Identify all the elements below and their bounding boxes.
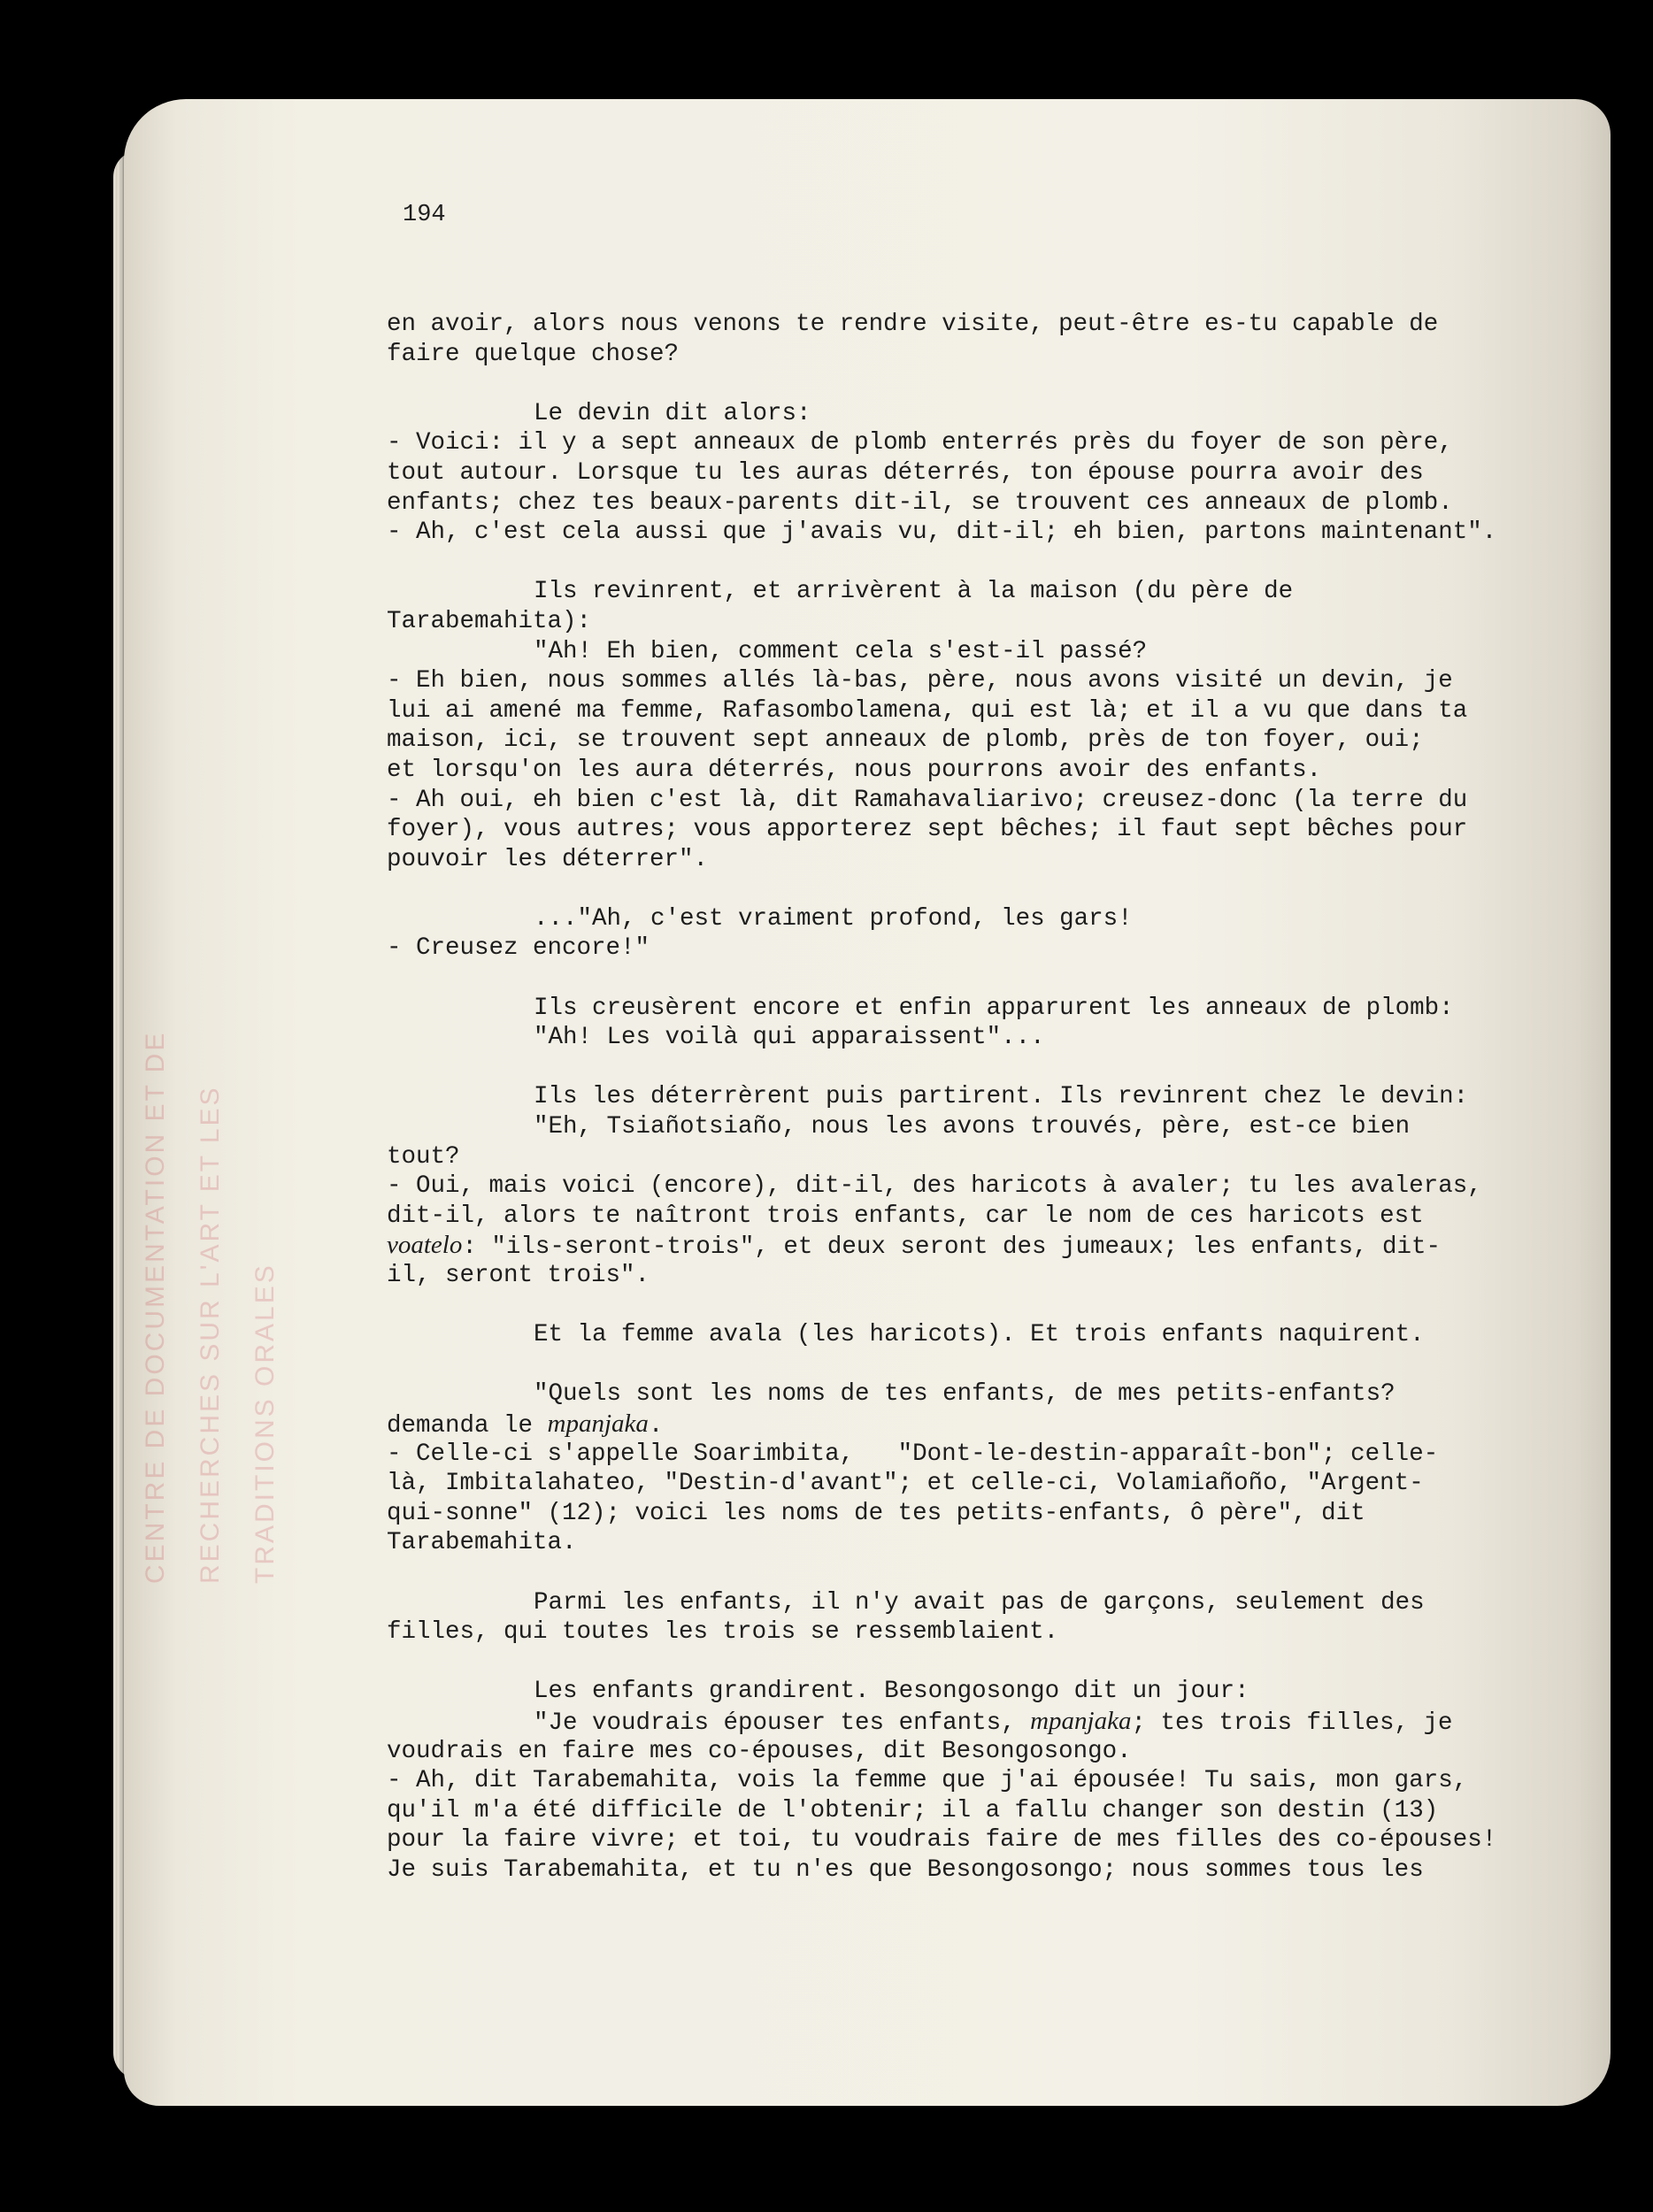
line-text: - Creusez encore!" bbox=[387, 934, 650, 963]
line-text: - Eh bien, nous sommes allés là-bas, père, nous avons visité un devin, je bbox=[387, 667, 1453, 695]
line-text: Ils les déterrèrent puis partirent. Ils revinrent chez le devin: bbox=[534, 1083, 1469, 1111]
line-text: Ils creusèrent encore et enfin apparurent les anneaux de plomb: bbox=[534, 994, 1454, 1022]
line-text: tout? bbox=[387, 1142, 460, 1171]
line-text: il, seront trois". bbox=[387, 1262, 650, 1289]
text-line bbox=[387, 1766, 1564, 1796]
italic-term: mpanjaka bbox=[547, 1409, 649, 1438]
line-text: filles, qui toutes les trois se ressemblaient. bbox=[387, 1618, 1059, 1647]
text-line bbox=[387, 399, 1564, 429]
line-text: "Ah! Eh bien, comment cela s'est-il passé? bbox=[534, 637, 1148, 665]
text-line bbox=[387, 815, 1564, 845]
text-line bbox=[387, 1617, 1564, 1647]
text-line bbox=[387, 340, 1564, 370]
line-text: dit-il, alors te naîtront trois enfants, car le nom de ces haricots est bbox=[387, 1202, 1424, 1230]
line-text: qui-sonne" (12); voici les noms de tes petits-enfants, ô père", dit bbox=[387, 1499, 1365, 1527]
paragraph-gap bbox=[387, 1647, 1564, 1678]
text-line bbox=[387, 1320, 1564, 1350]
line-text: là, Imbitalahateo, "Destin-d'avant"; et celle-ci, Volamiañoño, "Argent- bbox=[387, 1470, 1424, 1498]
line-text: Tarabemahita. bbox=[387, 1529, 577, 1557]
line-text: - Oui, mais voici (encore), dit-il, des haricots à avaler; tu les avaleras, bbox=[387, 1172, 1482, 1201]
line-text: en avoir, alors nous venons te rendre visite, peut-être es-tu capable de bbox=[387, 311, 1439, 338]
text-line bbox=[387, 1469, 1564, 1499]
text-line bbox=[387, 637, 1564, 667]
text-line bbox=[387, 607, 1564, 637]
text-line bbox=[387, 1677, 1564, 1707]
stamp-line: RECHERCHES SUR L'ART ET LES bbox=[196, 1085, 225, 1584]
paragraph-gap bbox=[387, 1558, 1564, 1588]
text-line bbox=[387, 488, 1564, 518]
text-line bbox=[387, 994, 1564, 1024]
text-line bbox=[387, 726, 1564, 756]
text-line bbox=[387, 1142, 1564, 1172]
line-text: enfants; chez tes beaux-parents dit-il, se trouvent ces anneaux de plomb. bbox=[387, 488, 1453, 517]
text-line bbox=[387, 1707, 1564, 1737]
paragraph-gap bbox=[387, 548, 1564, 578]
text-line bbox=[387, 577, 1564, 607]
text-line bbox=[387, 696, 1564, 726]
text-line bbox=[387, 1737, 1564, 1767]
line-text: voudrais en faire mes co-épouses, dit Besongosongo. bbox=[387, 1737, 1132, 1765]
text-line bbox=[387, 1825, 1564, 1855]
line-text-tail: ; tes trois filles, je bbox=[1131, 1709, 1453, 1737]
stamp-line: CENTRE DE DOCUMENTATION ET DE bbox=[141, 1030, 170, 1584]
italic-term: voatelo bbox=[387, 1231, 463, 1260]
paragraph-gap bbox=[387, 1350, 1564, 1380]
line-text: - Ah, dit Tarabemahita, vois la femme que j'ai épousée! Tu sais, mon gars, bbox=[387, 1767, 1468, 1795]
line-text: ..."Ah, c'est vraiment profond, les gars! bbox=[534, 904, 1133, 933]
line-text: - Celle-ci s'appelle Soarimbita, "Dont-le-destin-apparaît-bon"; celle- bbox=[387, 1440, 1439, 1468]
line-text: demanda le bbox=[387, 1411, 548, 1440]
line-text: tout autour. Lorsque tu les auras déterrés, ton épouse pourra avoir des bbox=[387, 458, 1424, 487]
text-line bbox=[387, 1082, 1564, 1112]
line-text: et lorsqu'on les aura déterrés, nous pourrons avoir des enfants. bbox=[387, 756, 1322, 784]
text-line bbox=[387, 458, 1564, 488]
text-line bbox=[387, 518, 1564, 548]
text-line bbox=[387, 756, 1564, 786]
text-line bbox=[387, 428, 1564, 458]
line-text: "Quels sont les noms de tes enfants, de mes petits-enfants? bbox=[534, 1380, 1395, 1409]
line-text: Les enfants grandirent. Besongosongo dit un jour: bbox=[534, 1678, 1249, 1706]
text-line bbox=[387, 1855, 1564, 1886]
line-text: maison, ici, se trouvent sept anneaux de plomb, près de ton foyer, oui; bbox=[387, 726, 1424, 755]
text-line bbox=[387, 1499, 1564, 1529]
paragraph-gap bbox=[387, 964, 1564, 994]
text-line bbox=[387, 845, 1564, 875]
line-text: Je suis Tarabemahita, et tu n'es que Besongosongo; nous sommes tous les bbox=[387, 1855, 1424, 1884]
text-line bbox=[387, 1023, 1564, 1053]
text-line bbox=[387, 310, 1564, 340]
text-line bbox=[387, 1231, 1564, 1261]
line-text: - Voici: il y a sept anneaux de plomb enterrés près du foyer de son père, bbox=[387, 429, 1453, 457]
line-text: "Eh, Tsiañotsiaño, nous les avons trouvés, père, est-ce bien bbox=[534, 1113, 1411, 1141]
line-text: lui ai amené ma femme, Rafasombolamena, qui est là; et il a vu que dans ta bbox=[387, 696, 1468, 725]
line-text: "Je voudrais épouser tes enfants, bbox=[534, 1709, 1031, 1737]
line-text: foyer), vous autres; vous apporterez sept bêches; il faut sept bêches pour bbox=[387, 816, 1468, 844]
text-line bbox=[387, 1796, 1564, 1826]
line-text: Et la femme avala (les haricots). Et trois enfants naquirent. bbox=[534, 1321, 1425, 1349]
paragraph-gap bbox=[387, 1291, 1564, 1321]
line-text-tail: . bbox=[648, 1411, 664, 1440]
line-text: qu'il m'a été difficile de l'obtenir; il a fallu changer son destin (13) bbox=[387, 1796, 1439, 1824]
stamp-line: TRADITIONS ORALES bbox=[250, 1263, 280, 1584]
line-text: Le devin dit alors: bbox=[534, 399, 811, 427]
text-line bbox=[387, 904, 1564, 934]
text-line bbox=[387, 1202, 1564, 1232]
paragraph-gap bbox=[387, 369, 1564, 399]
library-stamp bbox=[133, 885, 336, 1610]
line-text: Tarabemahita): bbox=[387, 607, 592, 635]
text-line bbox=[387, 1588, 1564, 1618]
text-line bbox=[387, 666, 1564, 696]
text-line bbox=[387, 1261, 1564, 1291]
text-line bbox=[387, 1112, 1564, 1142]
line-text: : "ils-seront-trois", et deux seront des jumeaux; les enfants, dit- bbox=[462, 1233, 1442, 1262]
text-line bbox=[387, 1440, 1564, 1470]
paragraph-gap bbox=[387, 874, 1564, 904]
line-text: "Ah! Les voilà qui apparaissent"... bbox=[534, 1024, 1045, 1052]
line-text: Parmi les enfants, il n'y avait pas de garçons, seulement des bbox=[534, 1588, 1425, 1617]
text-line bbox=[387, 1379, 1564, 1409]
body-text bbox=[387, 310, 1564, 1885]
text-line bbox=[387, 1171, 1564, 1202]
text-line bbox=[387, 1409, 1564, 1440]
line-text: - Ah oui, eh bien c'est là, dit Ramahavaliarivo; creusez-donc (la terre du bbox=[387, 786, 1468, 814]
line-text: pouvoir les déterrer". bbox=[387, 845, 709, 873]
line-text: pour la faire vivre; et toi, tu voudrais faire de mes filles des co-épouses! bbox=[387, 1826, 1497, 1855]
text-line bbox=[387, 933, 1564, 964]
line-text: - Ah, c'est cela aussi que j'avais vu, dit-il; eh bien, partons maintenant". bbox=[387, 518, 1497, 547]
italic-term: mpanjaka bbox=[1030, 1706, 1132, 1735]
text-line bbox=[387, 1528, 1564, 1558]
line-text: faire quelque chose? bbox=[387, 340, 680, 368]
paragraph-gap bbox=[387, 1053, 1564, 1083]
text-line bbox=[387, 786, 1564, 816]
page-number: 194 bbox=[403, 202, 446, 228]
line-text: Ils revinrent, et arrivèrent à la maison (du père de bbox=[534, 578, 1294, 606]
